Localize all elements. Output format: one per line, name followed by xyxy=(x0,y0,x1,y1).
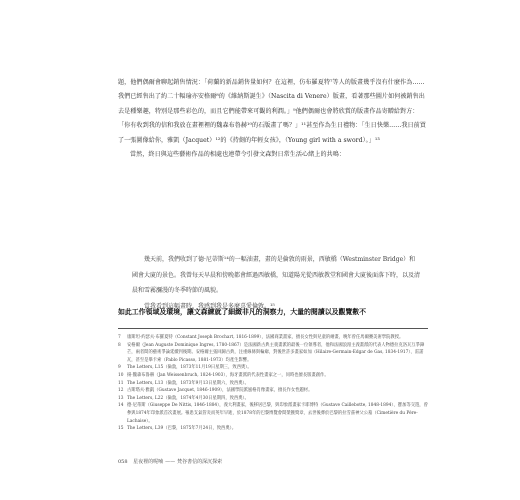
quote-paragraph: 幾天前，我們收到了德·尼蒂斯¹⁴的一幅油畫，畫的是倫敦的雨景，西敏橋（Westminster Bridge）和國會大廈的景色。我曾每天早晨和傍晚都會經過西敏橋，知道陽光從西敏教堂和國會大廈後面落下時，以及清晨和雪霧瀰漫的冬季時節的風貌。 xyxy=(132,256,421,295)
footnote-number: 15 xyxy=(118,426,124,432)
footnote-number: 7 xyxy=(118,335,121,340)
footnote-text: The Letters, L13（倫敦，1873年9月13日星期六，致西奧）。 xyxy=(127,380,249,386)
footnote-text: 古斯塔夫·雅凱（Gustave Jacquet, 1846-1909），法國學院派風格肖像畫家，擅長作女性題材。 xyxy=(127,388,313,394)
footnote xyxy=(118,364,428,372)
footnote-number: 8 xyxy=(118,342,121,348)
title-separator: —— xyxy=(165,459,176,465)
footnote xyxy=(118,395,428,403)
footnote xyxy=(118,380,428,388)
footnote-text: 康斯坦·約瑟夫·布羅夏特（Constant Joseph Brochart, 1816-1899），法國商業畫家，擅長女性與兒童的繪畫，晚年曾任馬爾賽美術學院教授。 xyxy=(127,335,404,340)
footnote xyxy=(118,402,428,425)
footnote-number: 14 xyxy=(118,403,124,409)
footnotes-section xyxy=(118,334,428,433)
footnote-text: The Letters, L22（倫敦，1874年4月30日星期四，致西奧）。 xyxy=(127,395,249,401)
book-title: 星夜裡的呢喃 xyxy=(133,459,164,465)
footnote-number: 13 xyxy=(118,395,124,401)
footnote-text: 德·尼蒂斯（Giuseppe De Nittis, 1846-1884），義大利畫家，後移居巴黎，與印象派畫家卡耶博特（Gustave Caillebotte, 1848-1894）、寶加等交遊，曾參與1874年印象派首次畫展。罹患支氣管炎而英年早逝，於1878年的巴黎博覽會間榮獲獎章，去世後葬於巴黎的拉雪茲神父公墓（Cimetière du Père-Lachaise）。 xyxy=(127,403,428,424)
page-footer xyxy=(118,458,428,466)
footnote xyxy=(118,334,428,342)
footnote xyxy=(118,425,428,433)
footnote-number: 9 xyxy=(118,365,121,371)
page-number: 058 xyxy=(118,459,128,465)
body-paragraph: 當然，終日與這些藝術作品的相處也連帶令引發文森對日常生活心緒上的共鳴： xyxy=(130,151,346,159)
footnote-number: 11 xyxy=(118,380,124,386)
highlighted-sentence: 如此工作領域及環境，讓文森練就了細緻非凡的洞察力，大量的閱讀以及觀覽數不 xyxy=(118,308,367,316)
body-paragraph: 題，他們偶爾會聊起銷售情況：「荷蘭的新品銷售量如何？在這裡，仿布羅夏特⁷等人的版畫幾乎沒有什麼作為……我們已經售出了約二十幅瑜亦安格爾⁸的《維納斯誕生》（Nascita di Venere）版畫，看著那些圖片如何被銷售出去是種樂趣，特別是那些彩色的，而且它們能帶來可觀的利潤。」⁹他們偶爾也會將欣賞的版畫作品寄贈給對方：「你有收到我的信和我放在畫裡裡的魏森布魯赫¹⁰的石版畫了嗎？」¹¹甚至作為生日禮物：「生日快樂……我日前買了一張圖像給你，雅凱（Jacquet）¹²的《持劍的年輕女孩》，（Young girl with a sword）。」¹³ xyxy=(118,79,426,144)
footnote-number: 10 xyxy=(118,372,124,378)
footnote-divider xyxy=(118,328,428,329)
quote-paragraph: 當我看到這幅畫時，我感到我是多麼喜愛倫敦。¹⁵ xyxy=(144,302,275,310)
footnote-text: 揚·魏森布魯赫（Jan Weissenbruch, 1824-1903），海牙畫派的代表性畫家之一，同時也擅長版畫創作。 xyxy=(127,372,329,378)
footnote xyxy=(118,372,428,380)
footnote-text: The Letters, L15（倫敦，1873年11月19日星期三，致西奧）。 xyxy=(127,365,252,371)
footnote-text: The Letters, L39（巴黎，1875年7月24日，致西奧）。 xyxy=(127,426,237,432)
footnote xyxy=(118,387,428,395)
footnote xyxy=(118,342,428,365)
footnote-number: 12 xyxy=(118,388,124,394)
footnote-text: 安格爾（Jean Auguste Dominique Ingres, 1780-1867）是法國新古典主義畫派的最後一位領導者，他和法國浪漫主義畫派的代表人物德拉克洛瓦互爭鋒芒，兩者間的藝術爭論延續到後期。安格爾主張回歸古典，注重線條與輪廓，對後世許多畫家如加（Hilaire-Germain-Edgar de Gas, 1834-1917）、雷諾瓦，甚至是畢卡索（Pablo Picasso, 1881-1973）均產生影響。 xyxy=(127,342,425,363)
main-body-text xyxy=(118,76,426,162)
book-subtitle: 梵谷書信的深沉探索 xyxy=(177,459,223,465)
